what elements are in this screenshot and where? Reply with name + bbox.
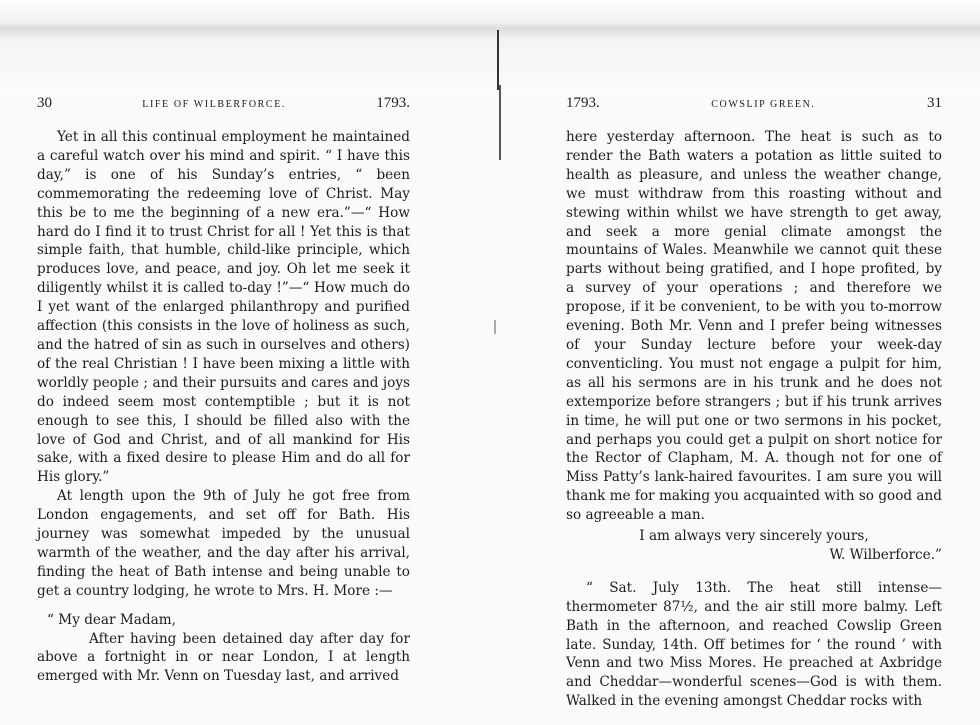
letter-continued: here yesterday afternoon. The heat is such as to render the Bath waters a potation as little suited to health as pleasure, and unless the weather change, we must withdraw from this roasting without and stewing within whilst we have strength to get away, and seek a more genial climate amongst the mountains of Wales. Meanwhile we cannot quit these parts without being gratified, and I hope profited, by a survey of your operations ; and therefore we propose, if it be convenient, to be with you to-morrow evening. Both Mr. Venn and I prefer being witnesses of your Sunday lecture before your week-day conventicling. You must not engage a pulpit for him, as all his sermons are in his trunk and he does not extemporize before strangers ; but if his trunk arrives in time, he will put one or two sermons in his pocket, and perhaps you could get a pulpit on short notice for the Rector of Clapham, M. A. though not for one of Miss Patty’s lank-haired favourites. I am sure you will thank me for making you acquainted with so good and so agreeable a man. xyxy=(566,129,942,524)
letter-salutation: “ My dear Madam, xyxy=(47,611,176,628)
running-title: COWSLIP GREEN. xyxy=(711,99,816,110)
left-page-body xyxy=(37,128,410,686)
diary-entry: “ Sat. July 13th. The heat still intense—thermometer 87½, and the air still more balmy. Left Bath in the afternoon, and reached Cowslip Green late. Sunday, 14th. Off betimes for ‘ the round ’ with Venn and two Miss Mores. He preached at Axbridge and Cheddar—wonderful scenes—God is with them. Walked in the evening amongst Cheddar rocks with xyxy=(566,579,942,710)
running-title: LIFE OF WILBERFORCE. xyxy=(142,99,287,110)
left-page xyxy=(37,94,410,686)
header-year: 1793. xyxy=(376,95,410,111)
letter-body: After having been detained day after day for above a fortnight in or near London, I at length emerged with Mr. Venn on Tuesday last, and arrived xyxy=(37,630,410,685)
gutter-mark xyxy=(494,320,496,334)
paragraph: Yet in all this continual employment he maintained a careful watch over his mind and spirit. “ I have this day,” is one of his Sunday’s entries, “ been commemorating the redeeming love of Christ. May this be to me the beginning of a new era.”—“ How hard do I find it to trust Christ for all ! Yet this is that simple faith, that humble, child-like principle, which produces love, and peace, and joy. Oh let me seek it diligently whilst it is called to-day !”—“ How much do I yet want of the enlarged philanthropy and purified affection (this consists in the love of holiness as such, and the hatred of sin as such in ourselves and others) of the real Christian ! I have been mixing a little with worldly people ; and their pursuits and cares and joys do indeed seem most contemptible ; but it is not enough to see this, I should be filled also with the love of God and Christ, and of all mankind for His sake, with a fixed desire to please Him and do all for His glory.” xyxy=(37,129,410,486)
letter-signature: W. Wilberforce.” xyxy=(829,546,942,563)
right-page-header xyxy=(566,94,942,114)
book-gutter xyxy=(494,30,504,160)
left-page-header xyxy=(37,94,410,114)
paragraph: At length upon the 9th of July he got free from London engagements, and set off for Bath. His journey was somewhat impeded by the unusual warmth of the weather, and the day after his arrival, finding the heat of Bath intense and being unable to get a country lodging, he wrote to Mrs. H. More :— xyxy=(37,488,410,599)
gutter-crease-lower xyxy=(499,85,501,160)
right-page-body xyxy=(566,128,942,711)
page-number: 31 xyxy=(926,95,942,111)
gutter-crease xyxy=(497,30,499,90)
scan-top-shadow xyxy=(0,0,980,90)
page-number: 30 xyxy=(37,95,52,111)
header-year: 1793. xyxy=(566,95,600,111)
right-page xyxy=(566,94,942,711)
letter-closing: I am always very sincerely yours, xyxy=(639,528,869,545)
